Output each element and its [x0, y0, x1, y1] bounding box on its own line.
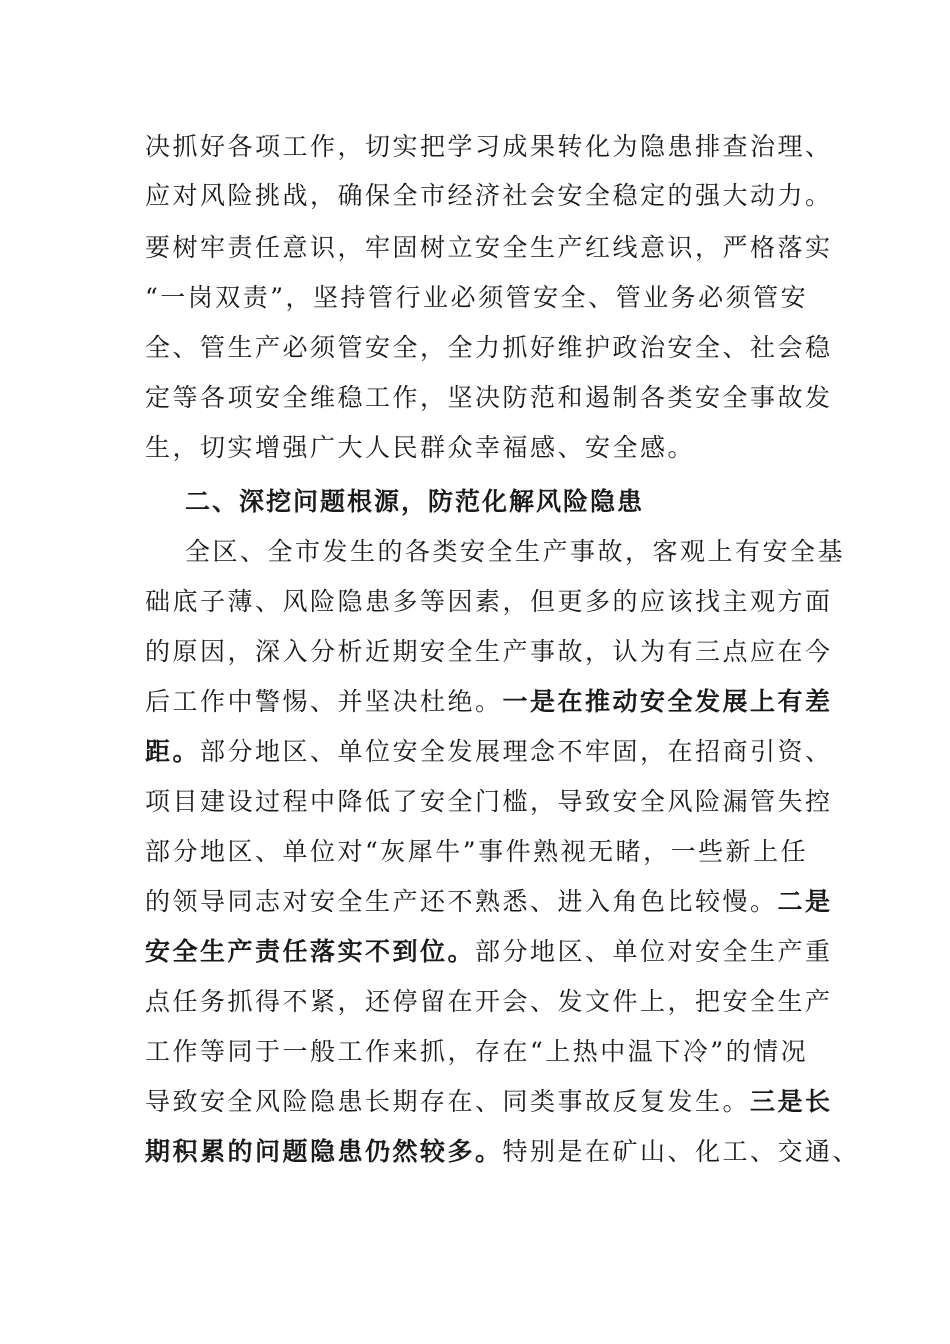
text-segment: 的领导同志对安全生产还不熟悉、进入角色比较慢。 — [145, 887, 778, 916]
heading-text: 二、深挖问题根源，防范化解风险隐患 — [185, 487, 645, 516]
text-segment: 点任务抓得不紧，还停留在开会、发文件上，把安全生产 — [145, 987, 833, 1016]
paragraph-line — [145, 627, 833, 677]
paragraph-line — [145, 373, 833, 423]
section-heading — [185, 477, 825, 527]
bold-text-segment: 距。 — [145, 737, 201, 766]
paragraph-line — [145, 1027, 825, 1077]
text-segment: 部分地区、单位对安全生产重 — [475, 937, 833, 966]
paragraph-line — [145, 223, 833, 273]
text-segment: 应对风险挑战，确保全市经济社会安全稳定的强大动力。 — [145, 181, 833, 210]
bold-text-segment: 二是 — [777, 887, 833, 916]
text-segment: 项目建设过程中降低了安全门槛，导致安全风险漏管失控 — [145, 787, 833, 816]
paragraph-line — [145, 727, 833, 777]
paragraph-line — [145, 877, 833, 927]
bold-text-segment: 期积累的问题隐患仍然较多。 — [145, 1137, 503, 1166]
paragraph-line — [145, 273, 825, 323]
text-segment: 全区、全市发生的各类安全生产事故，客观上有安全基 — [185, 537, 846, 566]
text-segment: 部分地区、单位对“灰犀牛”事件熟视无睹，一些新上任 — [145, 837, 809, 866]
text-segment: “一岗双责”，坚持管行业必须管安全、管业务必须管安 — [145, 283, 809, 312]
paragraph-line — [145, 1127, 861, 1177]
text-segment: 导致安全风险隐患长期存在、同类事故反复发生。 — [145, 1087, 751, 1116]
bold-text-segment: 一是在推动安全发展上有差 — [502, 687, 833, 716]
text-segment: 的原因，深入分析近期安全生产事故，认为有三点应在今 — [145, 637, 833, 666]
text-segment: 生，切实增强广大人民群众幸福感、安全感。 — [145, 433, 696, 462]
paragraph-line — [145, 1077, 833, 1127]
paragraph-line — [145, 171, 833, 221]
bold-text-segment: 安全生产责任落实不到位。 — [145, 937, 476, 966]
paragraph-line — [145, 677, 833, 727]
paragraph-line — [145, 927, 833, 977]
paragraph-line — [145, 577, 833, 627]
text-segment: 部分地区、单位安全发展理念不牢固，在招商引资、 — [200, 737, 833, 766]
text-segment: 后工作中警惕、并坚决杜绝。 — [145, 687, 503, 716]
text-segment: 定等各项安全维稳工作，坚决防范和遏制各类安全事故发 — [145, 383, 833, 412]
paragraph-line — [145, 777, 833, 827]
text-segment: 决抓好各项工作，切实把学习成果转化为隐患排查治理、 — [145, 132, 833, 161]
paragraph-line — [185, 527, 846, 577]
text-segment: 础底子薄、风险隐患多等因素，但更多的应该找主观方面 — [145, 587, 833, 616]
text-segment: 工作等同于一般工作来抓，存在“上热中温下冷”的情况 — [145, 1037, 809, 1066]
paragraph-line — [145, 323, 833, 373]
text-segment: 全、管生产必须管安全，全力抓好维护政治安全、社会稳 — [145, 333, 833, 362]
paragraph-line — [145, 827, 825, 877]
paragraph-line — [145, 122, 833, 172]
paragraph-line — [145, 423, 825, 473]
text-segment: 要树牢责任意识，牢固树立安全生产红线意识，严格落实 — [145, 233, 833, 262]
bold-text-segment: 三是长 — [750, 1087, 833, 1116]
text-segment: 特别是在矿山、化工、交通、 — [502, 1137, 861, 1166]
paragraph-line — [145, 977, 833, 1027]
